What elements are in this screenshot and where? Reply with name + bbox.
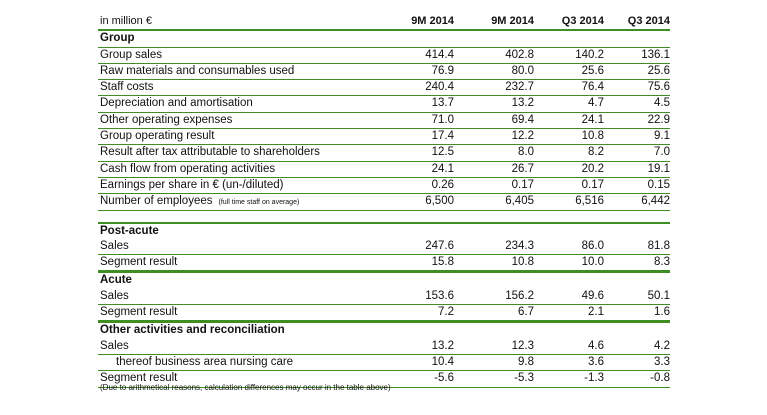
cell-value: 76.4 (581, 81, 604, 94)
cell-value: 10.4 (431, 355, 454, 368)
table-row (98, 145, 670, 161)
cell-value: 7.0 (654, 146, 670, 159)
row-label (100, 178, 283, 193)
cell-value: 13.2 (511, 97, 534, 110)
row-label (100, 48, 162, 63)
column-header: Q3 2014 (561, 15, 604, 27)
table-row (98, 129, 670, 145)
cell-value: 7.2 (438, 306, 454, 319)
unit-label: in million € (100, 15, 152, 27)
cell-value: 20.2 (581, 162, 604, 175)
cell-value: 6.7 (518, 306, 534, 319)
row-label-text: Segment result (100, 256, 178, 269)
cell-value: 10.8 (511, 256, 534, 269)
cell-value: 71.0 (431, 113, 454, 126)
row-label (100, 305, 177, 320)
cell-value: 240.4 (425, 81, 454, 94)
cell-value: 3.3 (654, 355, 670, 368)
cell-value: 17.4 (431, 130, 454, 143)
row-label (100, 80, 153, 95)
row-label (100, 145, 320, 160)
cell-value: -5.6 (434, 372, 454, 385)
cell-value: 4.2 (654, 339, 670, 352)
footnote: (Due to arithmetical reasons, calculation differences may occur in the table above) (100, 383, 391, 392)
table-row (98, 48, 670, 64)
column-header: Q3 2014 (627, 15, 670, 27)
cell-value: -1.3 (584, 372, 604, 385)
cell-value: 69.4 (511, 113, 534, 126)
cell-value: 80.0 (511, 64, 534, 77)
table-row (98, 305, 670, 321)
cell-value: 19.1 (647, 162, 670, 175)
cell-value: 1.6 (654, 306, 670, 319)
row-label (100, 194, 299, 210)
row-label (100, 255, 177, 270)
cell-value: 6,516 (575, 195, 604, 208)
cell-value: 76.9 (431, 64, 454, 77)
table-row (98, 178, 670, 194)
row-label-text: Group sales (100, 48, 163, 61)
section-title-row (98, 271, 670, 288)
cell-value: 12.5 (431, 146, 454, 159)
cell-value: 13.2 (431, 339, 454, 352)
cell-value: 156.2 (505, 289, 534, 302)
cell-value: 25.6 (647, 64, 670, 77)
cell-value: 8.2 (588, 146, 604, 159)
financial-table (98, 14, 670, 388)
cell-value: 153.6 (425, 289, 454, 302)
row-label-text: Depreciation and amortisation (100, 97, 253, 110)
cell-value: 12.3 (511, 339, 534, 352)
cell-value: 2.1 (588, 306, 604, 319)
cell-value: 8.0 (518, 146, 534, 159)
cell-value: 25.6 (581, 64, 604, 77)
cell-value: 10.8 (581, 130, 604, 143)
table-row (98, 80, 670, 96)
row-label-text: Segment result (100, 306, 178, 319)
column-header: 9M 2014 (411, 15, 454, 27)
cell-value: 13.7 (431, 97, 454, 110)
cell-value: 75.6 (647, 81, 670, 94)
cell-value: 4.7 (588, 97, 604, 110)
cell-value: 12.2 (511, 130, 534, 143)
row-label-text: Sales (100, 339, 129, 352)
cell-value: 15.8 (431, 256, 454, 269)
cell-value: 6,500 (425, 195, 454, 208)
table-row (98, 339, 670, 355)
cell-value: 4.6 (588, 339, 604, 352)
table-row (98, 96, 670, 112)
cell-value: 140.2 (575, 48, 604, 61)
row-label-text: Segment result (100, 372, 178, 385)
cell-value: 0.15 (647, 178, 670, 191)
cell-value: 8.3 (654, 256, 670, 269)
row-label-text: Earnings per share in € (un-/diluted) (100, 178, 284, 191)
column-header: 9M 2014 (491, 15, 534, 27)
table-row (98, 64, 670, 80)
cell-value: 234.3 (505, 239, 534, 252)
row-label-text: Raw materials and consumables used (100, 64, 295, 77)
section-spacer (98, 211, 670, 224)
cell-value: 10.0 (581, 256, 604, 269)
cell-value: 49.6 (581, 289, 604, 302)
cell-value: -5.3 (514, 372, 534, 385)
cell-value: 9.1 (654, 130, 670, 143)
table-row (98, 255, 670, 271)
cell-value: 9.8 (518, 355, 534, 368)
table-row (98, 194, 670, 210)
row-label (100, 113, 232, 128)
row-label-text: Sales (100, 239, 129, 252)
cell-value: 22.9 (647, 113, 670, 126)
cell-value: 81.8 (647, 239, 670, 252)
table-row (98, 162, 670, 178)
row-label-text: thereof business area nursing care (116, 355, 294, 368)
cell-value: 247.6 (425, 239, 454, 252)
row-label-text: Cash flow from operating activities (100, 162, 276, 175)
cell-value: 6,442 (641, 195, 670, 208)
table-header-row (98, 14, 670, 31)
section-title: Other activities and reconciliation (100, 324, 285, 337)
row-note: (full time staff on average) (218, 199, 300, 207)
cell-value: 6,405 (505, 195, 534, 208)
row-label (100, 239, 129, 254)
row-label (100, 339, 129, 354)
section-title: Group (100, 32, 135, 45)
table-row (98, 239, 670, 255)
cell-value: -0.8 (650, 372, 670, 385)
table-row (98, 289, 670, 305)
row-label-text: Staff costs (100, 81, 154, 94)
cell-value: 4.5 (654, 97, 670, 110)
row-label-text: Sales (100, 289, 129, 302)
section-title: Post-acute (100, 224, 159, 237)
section-title-row (98, 224, 670, 239)
cell-value: 3.6 (588, 355, 604, 368)
cell-value: 414.4 (425, 48, 454, 61)
cell-value: 0.17 (581, 178, 604, 191)
row-label-text: Other operating expenses (100, 113, 233, 126)
cell-value: 50.1 (647, 289, 670, 302)
cell-value: 26.7 (511, 162, 534, 175)
row-label (100, 162, 275, 177)
table-row (98, 113, 670, 129)
row-label-text: Number of employees (100, 195, 213, 208)
cell-value: 0.26 (431, 178, 454, 191)
row-label (100, 129, 214, 144)
cell-value: 136.1 (641, 48, 670, 61)
row-label (100, 64, 294, 79)
section-title: Acute (100, 274, 132, 287)
cell-value: 86.0 (581, 239, 604, 252)
cell-value: 402.8 (505, 48, 534, 61)
cell-value: 232.7 (505, 81, 534, 94)
row-label-text: Group operating result (100, 130, 215, 143)
cell-value: 24.1 (581, 113, 604, 126)
section-title-row (98, 31, 670, 47)
row-label (116, 355, 293, 370)
cell-value: 24.1 (431, 162, 454, 175)
row-label (100, 289, 129, 304)
table-body (98, 31, 670, 387)
row-label-text: Result after tax attributable to shareholders (100, 146, 320, 159)
row-label (100, 96, 253, 111)
table-row (98, 355, 670, 371)
section-title-row (98, 321, 670, 338)
cell-value: 0.17 (511, 178, 534, 191)
